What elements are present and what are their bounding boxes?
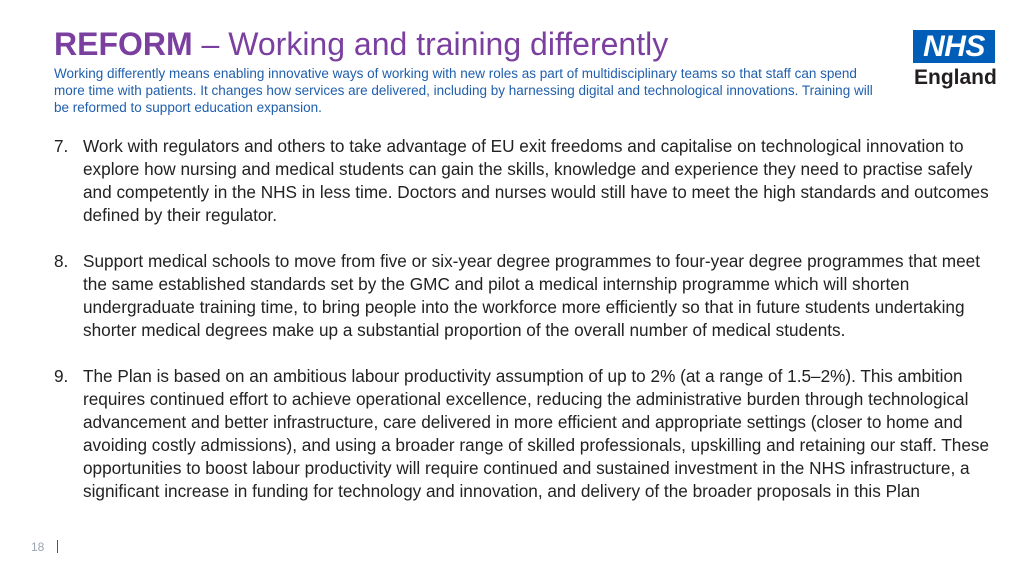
list-item-text: Support medical schools to move from five or six-year degree programmes to four-year degree programmes that meet the same established standards set by the GMC and pilot a medical internship programme which will shorten undergraduate training time, to bring people into the workforce more efficiently so that in future students undertaking shorter medical degrees make up a substantial proportion of the overall number of medical students.	[83, 251, 980, 340]
list-item-number: 9.	[54, 366, 69, 386]
numbered-list	[54, 135, 994, 526]
list-item-number: 7.	[54, 136, 69, 156]
list-item	[54, 365, 994, 503]
list-item-text: The Plan is based on an ambitious labour productivity assumption of up to 2% (at a range of 1.5–2%). This ambition requires continued effort to achieve operational excellence, reducing the administrative burden through technological advancement and better infrastructure, care delivered in more efficient and appropriate settings (closer to home and avoiding costly admissions), and using a broader range of skilled professionals, upskilling and retaining our staff. These opportunities to boost labour productivity will require continued and sustained investment in the NHS infrastructure, a significant increase in funding for technology and innovation, and delivery of the broader proposals in this Plan	[83, 366, 990, 501]
list-item	[54, 135, 994, 227]
list-item-text: Work with regulators and others to take advantage of EU exit freedoms and capitalise on technological innovation to explore how nursing and medical students can gain the skills, knowledge and experience they need to practise safely and competently in the NHS in less time. Doctors and nurses would still have to meet the high standards and outcomes defined by their regulator.	[83, 136, 989, 225]
page-title-rest: – Working and training differently	[192, 26, 669, 62]
nhs-england-logo	[913, 30, 996, 90]
page-title-bold: REFORM	[54, 26, 193, 62]
page-number: 18	[31, 540, 45, 554]
page-subtitle: Working differently means enabling innovative ways of working with new roles as part of multidisciplinary teams so that staff can spend more time with patients. It changes how services are delivered, including by harnessing digital and technological innovations. Training will be reformed to support education expansion.	[54, 66, 873, 115]
nhs-logo-mark: NHS	[913, 30, 995, 63]
page-title	[54, 24, 668, 64]
footer-divider	[57, 540, 58, 553]
list-item	[54, 250, 994, 342]
nhs-logo-subtext: England	[914, 66, 997, 89]
list-item-number: 8.	[54, 251, 69, 271]
